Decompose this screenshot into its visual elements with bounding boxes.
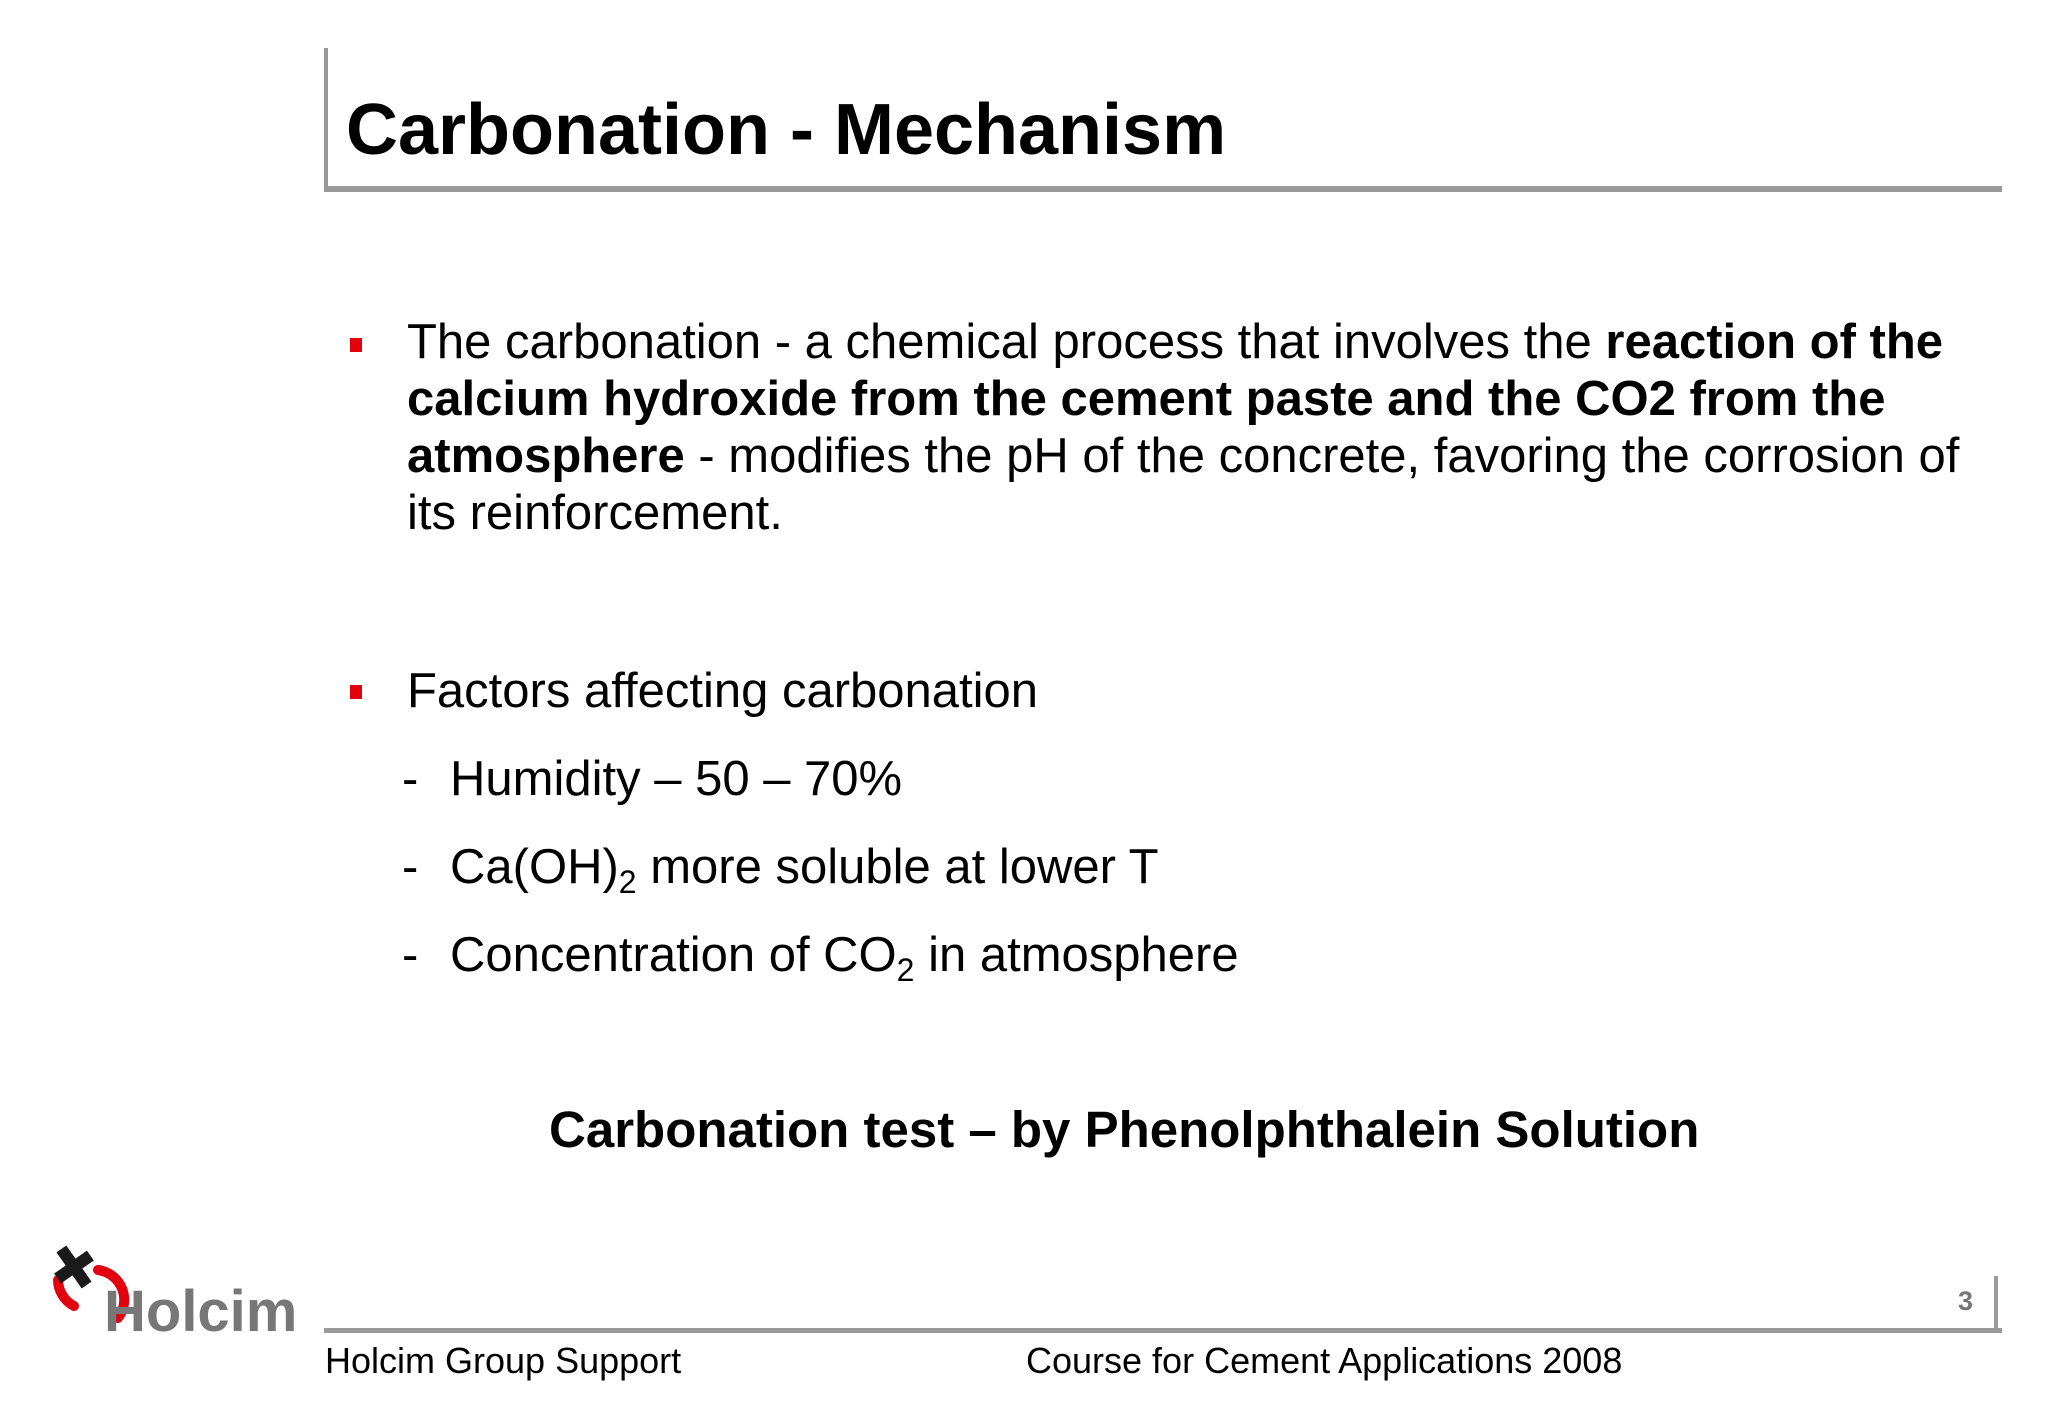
dash-marker: -	[402, 752, 419, 806]
red-square-bullet-icon	[350, 338, 362, 352]
factor-text: Concentration of CO	[450, 928, 897, 982]
red-square-bullet-icon	[350, 685, 362, 699]
footer-course: Course for Cement Applications 2008	[1026, 1340, 1623, 1381]
subscript: 2	[618, 864, 637, 900]
dash-marker: -	[402, 928, 419, 982]
carbonation-test-heading: Carbonation test – by Phenolphthalein Solution	[549, 1101, 1700, 1158]
definition-bold: reaction of the calcium hydroxide from the cement paste and the CO2 from the atmosphere	[407, 315, 1943, 483]
footer-rule	[324, 1328, 2002, 1333]
slide-title: Carbonation - Mechanism	[346, 90, 1227, 170]
factor-item-co2	[402, 927, 1239, 988]
title-horizontal-rule	[324, 186, 2002, 192]
factor-item-calcium-hydroxide	[402, 839, 1159, 900]
definition-outro: - modifies the pH of the concrete, favoring the corrosion of its reinforcement.	[407, 429, 1960, 540]
factor-item-humidity	[402, 751, 902, 808]
subscript: 2	[896, 952, 915, 988]
definition-intro: The carbonation - a chemical process that involves the	[407, 315, 1606, 369]
factor-text-after: in atmosphere	[914, 928, 1239, 982]
factor-text: Humidity – 50 – 70%	[450, 752, 903, 806]
factor-text-after: more soluble at lower T	[636, 840, 1159, 894]
title-vertical-rule	[324, 48, 328, 190]
footer-organization: Holcim Group Support	[325, 1340, 682, 1381]
page-number: 3	[1958, 1286, 1974, 1316]
holcim-logo-text: Holcim	[104, 1279, 298, 1344]
page-number-rule	[1994, 1276, 1998, 1332]
carbonation-definition	[407, 314, 1997, 542]
factors-heading: Factors affecting carbonation	[407, 664, 1039, 718]
dash-marker: -	[402, 840, 419, 894]
factor-text: Ca(OH)	[450, 840, 619, 894]
